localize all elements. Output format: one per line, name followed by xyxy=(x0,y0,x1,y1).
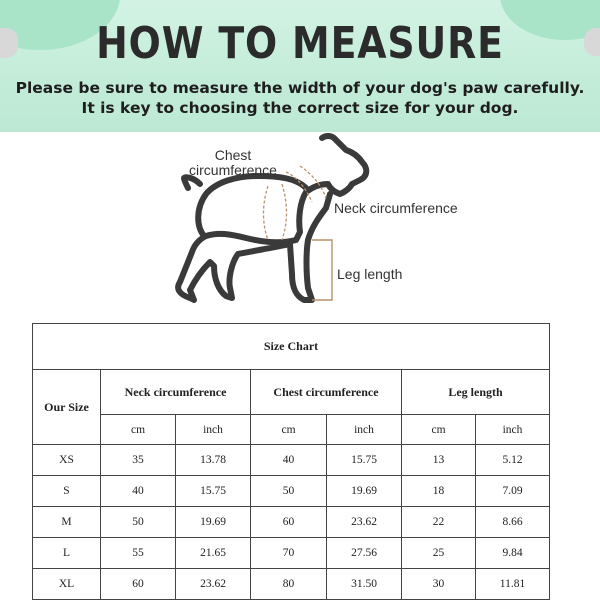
value-cell: 19.69 xyxy=(327,476,402,507)
size-chart-caption: Size Chart xyxy=(33,324,550,370)
neck-circumference-header: Neck circumference xyxy=(101,370,251,415)
measurement-diagram xyxy=(0,132,600,318)
size-cell: S xyxy=(33,476,101,507)
our-size-header: Our Size xyxy=(33,370,101,445)
unit-cell: cm xyxy=(101,415,176,445)
decor-paw-left xyxy=(0,28,18,58)
value-cell: 21.65 xyxy=(176,538,251,569)
subtitle-line-2: It is key to choosing the correct size for your dog. xyxy=(81,99,519,117)
size-cell: XL xyxy=(33,569,101,600)
leg-measure-line xyxy=(312,240,332,300)
value-cell: 80 xyxy=(251,569,327,600)
value-cell: 22 xyxy=(402,507,476,538)
value-cell: 11.81 xyxy=(476,569,550,600)
value-cell: 30 xyxy=(402,569,476,600)
units-row xyxy=(33,415,550,445)
unit-cell: cm xyxy=(251,415,327,445)
value-cell: 60 xyxy=(251,507,327,538)
value-cell: 13 xyxy=(402,445,476,476)
value-cell: 23.62 xyxy=(176,569,251,600)
value-cell: 15.75 xyxy=(327,445,402,476)
value-cell: 13.78 xyxy=(176,445,251,476)
size-chart-table xyxy=(32,323,550,600)
value-cell: 27.56 xyxy=(327,538,402,569)
value-cell: 70 xyxy=(251,538,327,569)
value-cell: 18 xyxy=(402,476,476,507)
table-row xyxy=(33,507,550,538)
unit-cell: cm xyxy=(402,415,476,445)
size-cell: M xyxy=(33,507,101,538)
page-title: HOW TO MEASURE xyxy=(96,18,504,69)
unit-cell: inch xyxy=(327,415,402,445)
decor-paw-right xyxy=(584,28,600,56)
unit-cell: inch xyxy=(176,415,251,445)
value-cell: 25 xyxy=(402,538,476,569)
chest-label-line2: circumference xyxy=(189,162,277,178)
dog-silhouette-illustration xyxy=(0,132,600,318)
value-cell: 9.84 xyxy=(476,538,550,569)
value-cell: 55 xyxy=(101,538,176,569)
chest-circumference-label xyxy=(178,148,288,178)
leg-length-label: Leg length xyxy=(337,266,403,282)
header-banner xyxy=(0,0,600,132)
value-cell: 7.09 xyxy=(476,476,550,507)
value-cell: 35 xyxy=(101,445,176,476)
value-cell: 23.62 xyxy=(327,507,402,538)
value-cell: 40 xyxy=(251,445,327,476)
chest-measure-line xyxy=(264,184,287,240)
neck-circumference-label: Neck circumference xyxy=(334,200,458,216)
value-cell: 19.69 xyxy=(176,507,251,538)
value-cell: 5.12 xyxy=(476,445,550,476)
table-row xyxy=(33,445,550,476)
unit-cell: inch xyxy=(476,415,550,445)
value-cell: 31.50 xyxy=(327,569,402,600)
leg-length-header: Leg length xyxy=(402,370,550,415)
value-cell: 60 xyxy=(101,569,176,600)
table-row xyxy=(33,569,550,600)
table-row xyxy=(33,538,550,569)
value-cell: 40 xyxy=(101,476,176,507)
value-cell: 15.75 xyxy=(176,476,251,507)
value-cell: 50 xyxy=(251,476,327,507)
subtitle-line-1: Please be sure to measure the width of your dog's paw carefully. xyxy=(15,79,585,97)
size-cell: XS xyxy=(33,445,101,476)
size-cell: L xyxy=(33,538,101,569)
chest-circumference-header: Chest circumference xyxy=(251,370,402,415)
table-row xyxy=(33,476,550,507)
value-cell: 8.66 xyxy=(476,507,550,538)
chest-label-line1: Chest xyxy=(214,147,252,163)
value-cell: 50 xyxy=(101,507,176,538)
